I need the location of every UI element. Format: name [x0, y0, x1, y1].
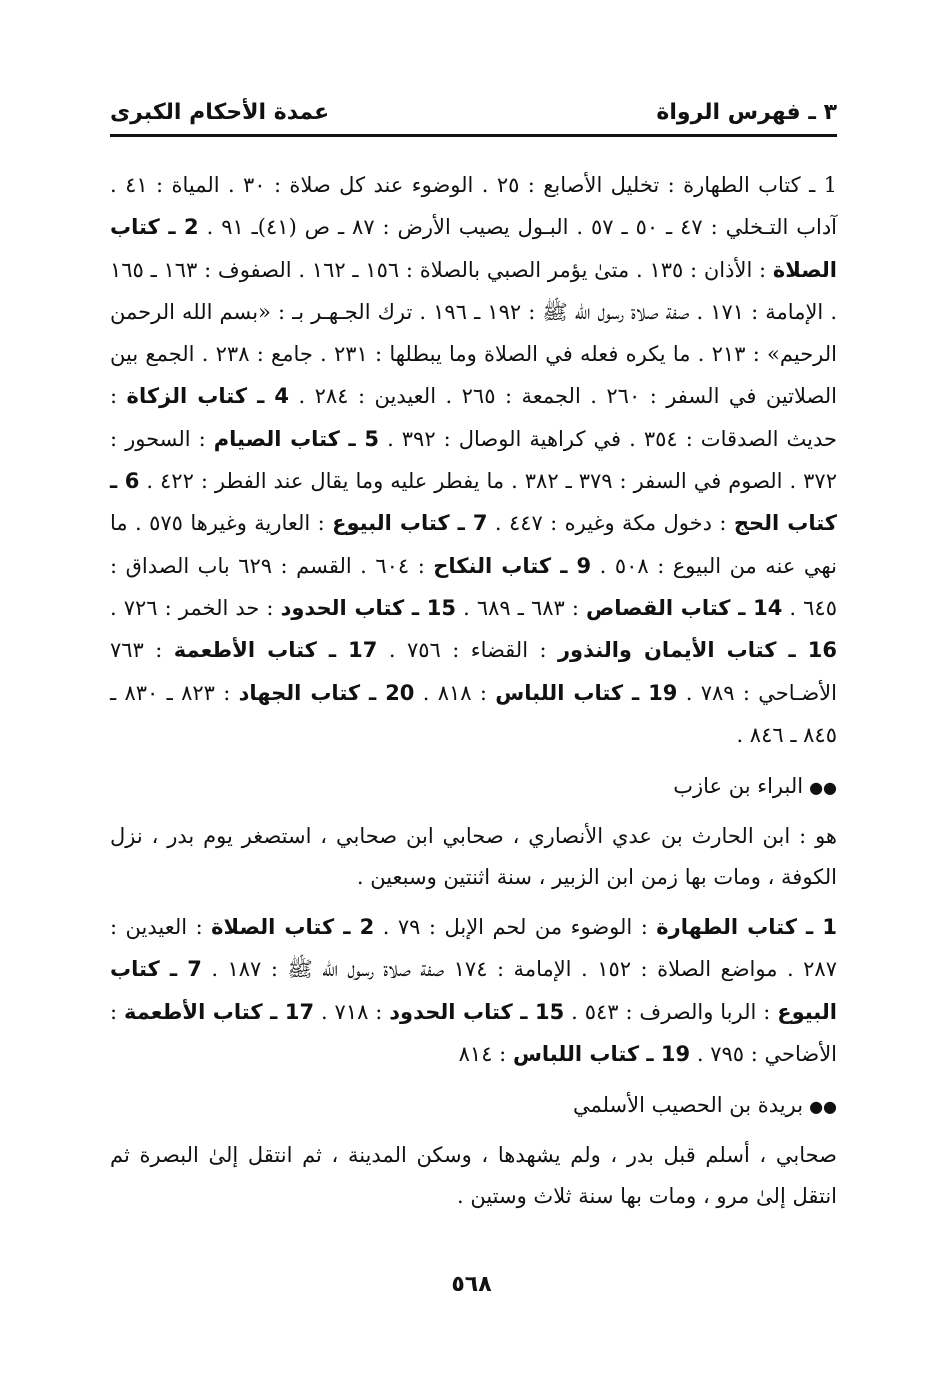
index-entry-taharah: : الوضوء من لحم الإبل : ٧٩ .: [382, 915, 657, 940]
index-entry-libas: : ٨١٨ .: [422, 680, 496, 705]
index-entry-libas: : ٨١٤: [458, 1042, 513, 1067]
book-heading-taharah: 1 ـ كتاب الطهارة: [656, 915, 837, 940]
index-entry-salah: : الأذان : ١٣٥ . متىٰ يؤمر الصبي بالصلاة : ١٥٦ ـ ١٦٢ . الصفوف : ١٦٣ ـ ١٦٥ . الإمامة : ١٧١ . صفة صلاة رسول الله ﷺ : ١٩٢ ـ ١٩٦ . ترك الجـهـر بـ : «بسم الله الرحمن الرحيم» : ٢١٣ . ما يكره فعله في الصلاة وما يبطلها : ٢٣١ . جامع : ٢٣٨ . الجمع بين الصلاتين في السفر : ٢٦٠ . الجمعة : ٢٦٥ . العيدين : ٢٨٤ .: [110, 257, 837, 409]
index-entry-atimah: : الأضاحي : ٧٩٥ .: [110, 999, 837, 1067]
book-heading-siyam: 5 ـ كتاب الصيام: [213, 426, 380, 451]
index-entry-jihad: : ٨٢٣ ـ ٨٣٠ ـ ٨٤٥ ـ ٨٤٦ .: [110, 680, 837, 747]
book-heading-atimah: 17 ـ كتاب الأطعمة: [123, 999, 315, 1024]
narrator-bio-buraydah: صحابي ، أسلم قبل بدر ، ولم يشهدها ، وسكن المدينة ، ثم انتقل إلىٰ البصرة ثم انتقل إلىٰ مرو ، ومات بها سنة ثلاث وستين .: [110, 1143, 837, 1209]
book-heading-hudud: 15 ـ كتاب الحدود: [280, 595, 457, 620]
index-paragraph-1: [110, 164, 837, 756]
book-heading-jihad: 20 ـ كتاب الجهاد: [238, 680, 415, 705]
book-heading-ayman: 16 ـ كتاب الأيمان والنذور: [557, 638, 837, 663]
index-entry-hudud: : حد الخمر : ٧٢٦ .: [110, 595, 281, 620]
index-entry-taharah: 1 ـ كتاب الطهارة : تخليل الأصابع : ٢٥ . الوضوء عند كل صلاة : ٣٠ . المياة : ٤١ . آداب التـخلي : ٤٧ ـ ٥٠ ـ ٥٧ . البـول يصيب الأرض : ٨٧ ـ ص (٤١)ـ ٩١ .: [110, 173, 837, 240]
book-heading-buyu: 7 ـ كتاب البيوع: [110, 957, 837, 1024]
book-heading-libas: 19 ـ كتاب اللباس: [512, 1042, 691, 1067]
book-heading-salah: 2 ـ كتاب الصلاة: [211, 915, 375, 940]
index-entry-ayman: : القضاء : ٧٥٦ .: [388, 638, 558, 663]
index-entry-siyam: : السحور : ٣٧٢ . الصوم في السفر : ٣٧٩ ـ ٣٨٢ . ما يفطر عليه وما يقال عند الفطر : ٤٢٢ .: [110, 426, 837, 494]
book-heading-salah: 2 ـ كتاب الصلاة: [110, 215, 837, 282]
running-header: [110, 96, 837, 132]
header-rule: [110, 134, 837, 137]
index-entry-atimah: : ٧٦٣ الأضـاحي : ٧٨٩ .: [110, 638, 837, 705]
index-entry-buyu: : الربا والصرف : ٥٤٣ .: [571, 999, 778, 1024]
book-heading-atimah: 17 ـ كتاب الأطعمة: [173, 638, 378, 663]
narrator-heading-buraydah: [110, 1085, 837, 1127]
index-entry-qisas: : ٦٨٣ ـ ٦٨٩ .: [463, 595, 587, 620]
book-heading-qisas: 14 ـ كتاب القصاص: [586, 595, 783, 620]
narrator-heading-baraa: [110, 766, 837, 808]
book-heading-libas: 19 ـ كتاب اللباس: [495, 680, 678, 705]
section-title: ٣ ـ فهرس الرواة: [656, 100, 837, 125]
narrator-name: البراء بن عازب: [673, 774, 804, 799]
index-paragraph-2: [110, 906, 837, 1075]
bullet-icon: ●●: [809, 778, 837, 798]
book-heading-nikah: 9 ـ كتاب النكاح: [433, 553, 592, 578]
index-entry-buyu: : العارية وغيرها ٥٧٥ . ما نهي عنه من البيوع : ٥٠٨ .: [110, 511, 837, 578]
narrator-name: بريدة بن الحصيب الأسلمي: [572, 1093, 804, 1118]
book-heading-hudud: 15 ـ كتاب الحدود: [389, 999, 565, 1024]
index-entry-salah: : العيدين : ٢٨٧ . مواضع الصلاة : ١٥٢ . الإمامة : ١٧٤ صفة صلاة رسول الله ﷺ : ١٨٧ .: [110, 915, 837, 982]
book-heading-buyu: 7 ـ كتاب البيوع: [332, 511, 488, 536]
book-heading-zakah: 4 ـ كتاب الزكاة: [126, 384, 290, 409]
index-entry-zakah: : حديث الصدقات : ٣٥٤ . في كراهية الوصال : ٣٩٢ .: [110, 384, 837, 451]
index-entry-hajj: : دخول مكة وغيره : ٤٤٧ .: [494, 511, 734, 536]
book-title: عمدة الأحكام الكبرى: [110, 100, 330, 125]
index-entry-hudud: : ٧١٨ .: [320, 999, 390, 1024]
narrator-bio-baraa: هو : ابن الحارث بن عدي الأنصاري ، صحابي ابن صحابي ، استصغر يوم بدر ، نزل الكوفة ، ومات بها زمن ابن الزبير ، سنة اثنتين وسبعين .: [110, 824, 837, 890]
index-entry-nikah: : ٦٠٤ . القسم : ٦٢٩ باب الصداق : ٦٤٥ .: [110, 553, 837, 620]
bullet-icon: ●●: [809, 1097, 837, 1117]
page-number: ٥٦٨: [451, 1272, 492, 1297]
page-body: [110, 164, 837, 1217]
book-heading-hajj: 6 ـ كتاب الحج: [110, 469, 837, 536]
